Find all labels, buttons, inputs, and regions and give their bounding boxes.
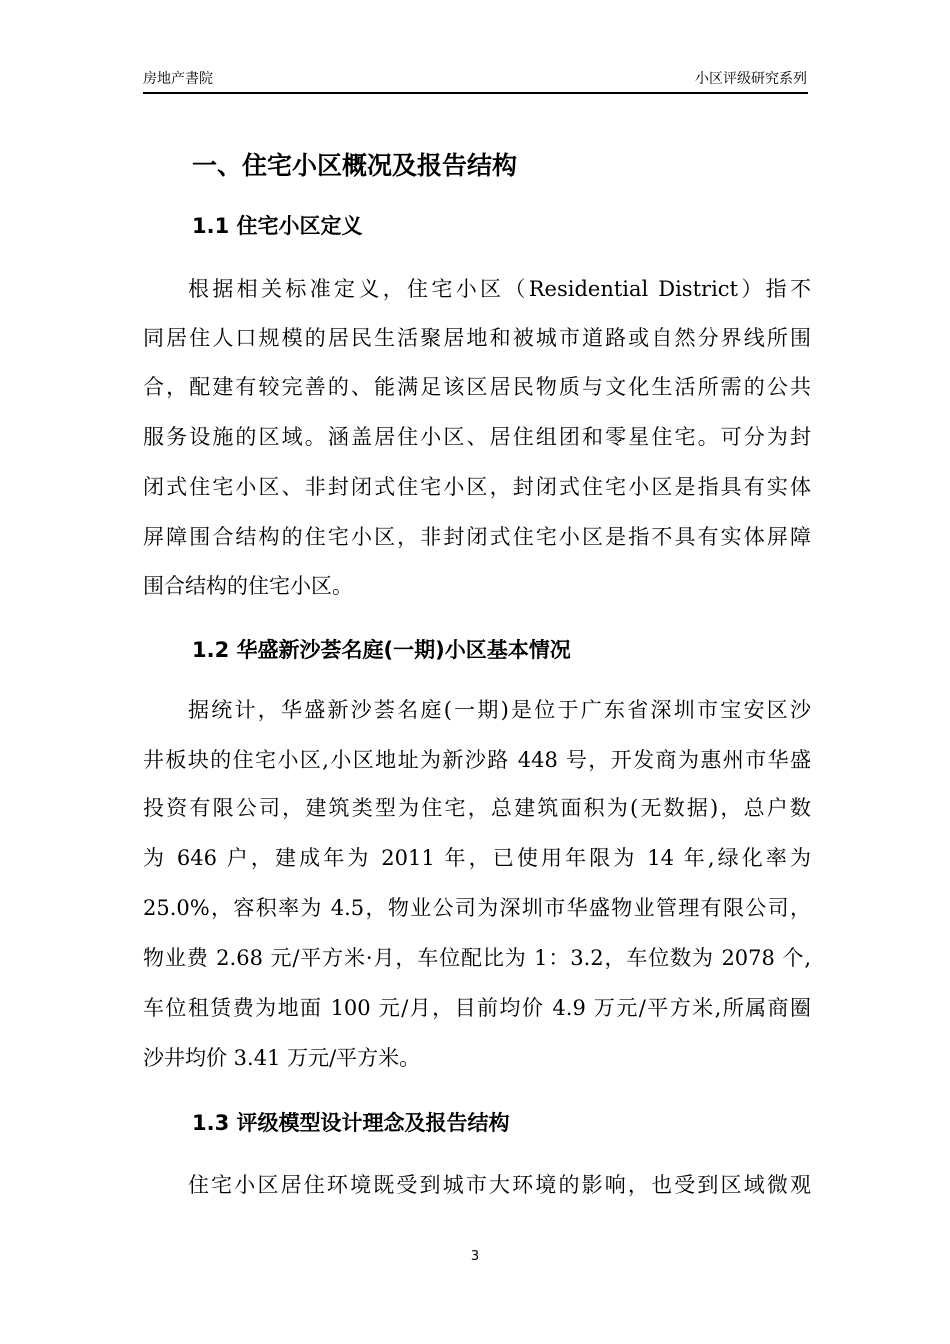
paragraph-line: 闭式住宅小区、非封闭式住宅小区，封闭式住宅小区是指具有实体 [143,475,811,499]
header-right-title: 小区评级研究系列 [695,71,807,87]
paragraph-line: 同居住人口规模的居民生活聚居地和被城市道路或自然分界线所围 [143,326,811,350]
paragraph-line: 物业费 2.68 元/平方米·月，车位配比为 1：3.2，车位数为 2078 个, [143,946,811,970]
paragraph-line: 为 646 户，建成年为 2011 年，已使用年限为 14 年,绿化率为 [143,846,811,870]
paragraph-line: 屏障围合结构的住宅小区，非封闭式住宅小区是指不具有实体屏障 [143,525,811,549]
section-title: 1.2 华盛新沙荟名庭(一期)小区基本情况 [192,638,571,662]
paragraph-line: 围合结构的住宅小区。 [143,574,353,598]
paragraph-line: 服务设施的区域。涵盖居住小区、居住组团和零星住宅。可分为封 [143,425,811,449]
page-number: 3 [470,1249,480,1264]
paragraph-line: 25.0%，容积率为 4.5，物业公司为深圳市华盛物业管理有限公司， [143,896,811,920]
header-divider [143,92,808,94]
paragraph-line: 据统计，华盛新沙荟名庭(一期)是位于广东省深圳市宝安区沙 [188,698,811,722]
paragraph-line: 根据相关标准定义，住宅小区（Residential District）指不 [188,277,811,301]
paragraph-line: 井板块的住宅小区,小区地址为新沙路 448 号，开发商为惠州市华盛 [143,748,811,772]
paragraph-line: 合，配建有较完善的、能满足该区居民物质与文化生活所需的公共 [143,375,811,399]
paragraph-line: 住宅小区居住环境既受到城市大环境的影响，也受到区域微观 [188,1173,811,1197]
section-title: 1.3 评级模型设计理念及报告结构 [192,1111,510,1135]
section-title: 1.1 住宅小区定义 [192,214,363,238]
paragraph-line: 沙井均价 3.41 万元/平方米。 [143,1046,421,1070]
paragraph-line: 车位租赁费为地面 100 元/月，目前均价 4.9 万元/平方米,所属商圈 [143,996,811,1020]
paragraph-line: 投资有限公司，建筑类型为住宅，总建筑面积为(无数据)，总户数 [143,796,811,820]
header-left-title: 房地产書院 [143,71,213,87]
chapter-title: 一、住宅小区概况及报告结构 [192,151,518,180]
